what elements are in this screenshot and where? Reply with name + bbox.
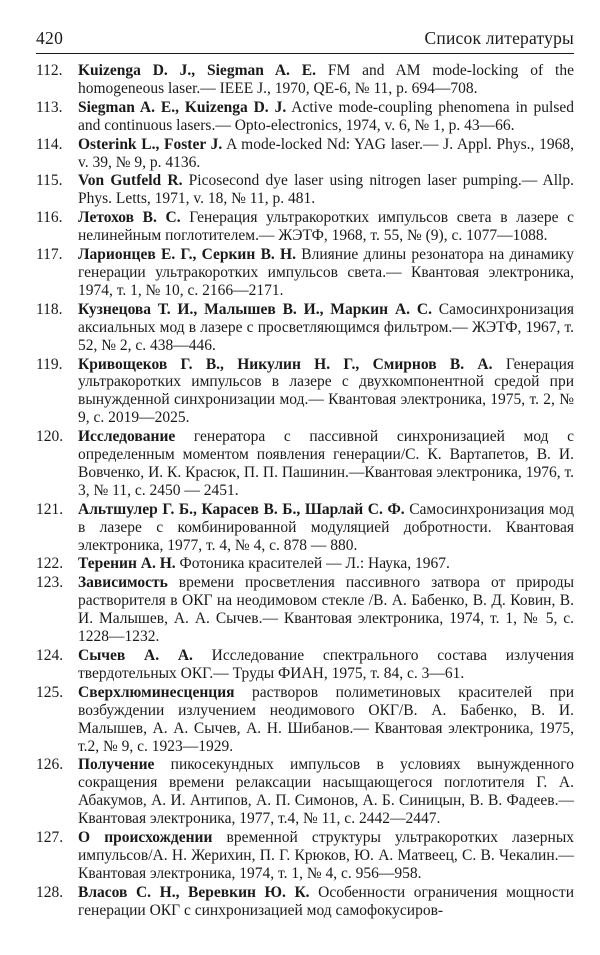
reference-number: 116. <box>36 209 63 227</box>
reference-authors: Получение <box>78 756 155 774</box>
reference-entry <box>36 428 574 500</box>
reference-number: 112. <box>36 62 63 79</box>
reference-text: пикосекундных импульсов в условиях вынужденного сокращения времени релаксации насыщающегося поглотителя Г. А. Абакумов, А. И. Антипов, А. П. Симонов, А. Б. Синицын, В. В. Фадеев.— Квантовая электроника, 1977, т.4, № 11, с. 2442—2447. <box>78 756 574 828</box>
reference-number: 125. <box>36 683 64 701</box>
reference-number: 126. <box>36 756 64 774</box>
reference-number: 124. <box>36 647 64 664</box>
reference-number: 119. <box>36 355 63 373</box>
reference-entry <box>36 356 574 428</box>
reference-authors: Зависимость <box>78 574 168 592</box>
reference-text: Особенности ограничения мощности генерации ОКГ с синхронизацией мод самофокусиров- <box>78 883 574 919</box>
reference-authors: О происхождении <box>78 829 213 847</box>
reference-text: времени просветления пассивного затвора от природы растворителя в ОКГ на неодимовом стекле /В. А. Бабенко, В. Д. Ковин, В. И. Малышев, А. А. Сычев.— Квантовая электроника, 1974, т. 1, № 5, с. 1228—1232. <box>78 574 574 646</box>
reference-authors: Siegman A. E., Kuizenga D. J. <box>78 98 287 116</box>
reference-text: генератора с пассивной синхронизацией мод с определенным моментом появления генерации/С. К. Вартапетов, В. И. Вовченко, И. К. Красюк, П. П. Пашинин.—Квантовая электроника, 1976, т. 3, № 11, с. 2450 — 2451. <box>78 428 574 499</box>
reference-authors: Сычев А. А. <box>78 647 193 664</box>
reference-text: Самосинхронизация аксиальных мод в лазере с просветляющимся фильтром.— ЖЭТФ, 1967, т. 52, № 2, с. 438—446. <box>78 300 574 354</box>
reference-text: Влияние длины резонатора на динамику генерации ультракоротких импульсов света.— Квантовая электроника, 1974, т. 1, № 10, с. 2166—2171. <box>78 246 574 299</box>
reference-authors: Альтшулер Г. Б., Карасев В. Б., Шарлай С. Ф. <box>78 500 405 518</box>
reference-number: 128. <box>36 883 64 901</box>
reference-authors: Сверхлюминесценция <box>78 683 235 701</box>
reference-number: 122. <box>36 555 64 573</box>
reference-authors: Летохов В. С. <box>78 209 181 227</box>
reference-text: Active mode-coupling phenomena in pulsed and continuous lasers.— Opto-electronics, 1974, v. 6, № 1, p. 43—66. <box>78 98 574 134</box>
reference-authors: Ларионцев Е. Г., Серкин В. Н. <box>78 246 296 264</box>
reference-number: 115. <box>36 172 63 190</box>
reference-entry <box>36 829 574 883</box>
reference-entry <box>36 172 574 208</box>
reference-authors: Власов С. Н., Веревкин Ю. К. <box>78 883 310 901</box>
reference-authors: Kuizenga D. J., Siegman A. E. <box>78 62 316 79</box>
reference-authors: Теренин А. Н. <box>78 555 176 573</box>
reference-entry <box>36 684 574 756</box>
reference-number: 120. <box>36 428 64 446</box>
reference-list <box>36 62 574 920</box>
reference-text: Исследование спектрального состава излучения твердотельных ОКГ.— Труды ФИАН, 1975, т. 84, с. 3—61. <box>78 647 574 682</box>
reference-authors: Кривощеков Г. В., Никулин Н. Г., Смирнов В. А. <box>78 355 493 373</box>
reference-entry <box>36 501 574 555</box>
reference-text: Picosecond dye laser using nitrogen laser pumping.— Allp. Phys. Letts, 1971, v. 18, № 11, p. 481. <box>78 172 574 208</box>
reference-text: Генерация ультракоротких импульсов света в лазере с нелинейным поглотителем.— ЖЭТФ, 1968, т. 55, № (9), с. 1077—1088. <box>78 209 574 245</box>
reference-number: 121. <box>36 500 64 518</box>
reference-entry <box>36 756 574 828</box>
reference-text: Генерация ультракоротких импульсов в лазере с двухкомпонентной средой при вынужденной синхронизации мод.— Квантовая электроника, 1975, т. 2, № 9, с. 2019—2025. <box>78 355 574 427</box>
reference-entry <box>36 301 574 355</box>
reference-entry <box>36 246 574 300</box>
reference-entry <box>36 884 574 920</box>
reference-text: временной структуры ультракоротких лазерных импульсов/А. Н. Жерихин, П. Г. Крюков, Ю. А. Матвеец, С. В. Чекалин.— Квантовая электроника, 1974, т. 1, № 4, с. 956—958. <box>78 829 574 882</box>
page-header <box>36 28 574 54</box>
running-title: Список литературы <box>424 28 574 48</box>
reference-text: Фотоника красителей — Л.: Наука, 1967. <box>175 555 450 573</box>
reference-authors: Кузнецова Т. И., Малышев В. И., Маркин А. С. <box>78 300 432 318</box>
reference-number: 114. <box>36 135 63 153</box>
reference-number: 117. <box>36 246 63 264</box>
reference-entry <box>36 555 574 573</box>
reference-text: A mode-locked Nd: YAG laser.— J. Appl. Phys., 1968, v. 39, № 9, p. 4136. <box>78 135 574 171</box>
reference-text: FM and AM mode-locking of the homogeneous laser.— IEEE J., 1970, QE-6, № 11, p. 694—708. <box>78 62 574 97</box>
reference-entry <box>36 647 574 683</box>
reference-entry <box>36 209 574 245</box>
reference-authors: Osterink L., Foster J. <box>78 135 223 153</box>
reference-entry <box>36 62 574 98</box>
reference-number: 118. <box>36 300 63 318</box>
reference-text: Самосинхронизация мод в лазере с комбинированной модуляцией добротности. Квантовая электроника, 1977, т. 4, № 4, с. 878 — 880. <box>78 500 574 554</box>
reference-number: 127. <box>36 829 64 847</box>
reference-number: 123. <box>36 574 64 592</box>
reference-entry <box>36 574 574 646</box>
reference-text: растворов полиметиновых красителей при возбуждении излучением неодимового ОКГ/В. А. Бабенко, В. И. Малышев, А. А. Сычев, А. Н. Шибанов.— Квантовая электроника, 1975, т.2, № 9, с. 1923—1929. <box>78 683 574 755</box>
reference-entry <box>36 99 574 135</box>
reference-authors: Von Gutfeld R. <box>78 172 183 190</box>
reference-number: 113. <box>36 98 63 116</box>
page-number: 420 <box>36 28 64 48</box>
reference-entry <box>36 136 574 172</box>
reference-authors: Исследование <box>78 428 176 446</box>
